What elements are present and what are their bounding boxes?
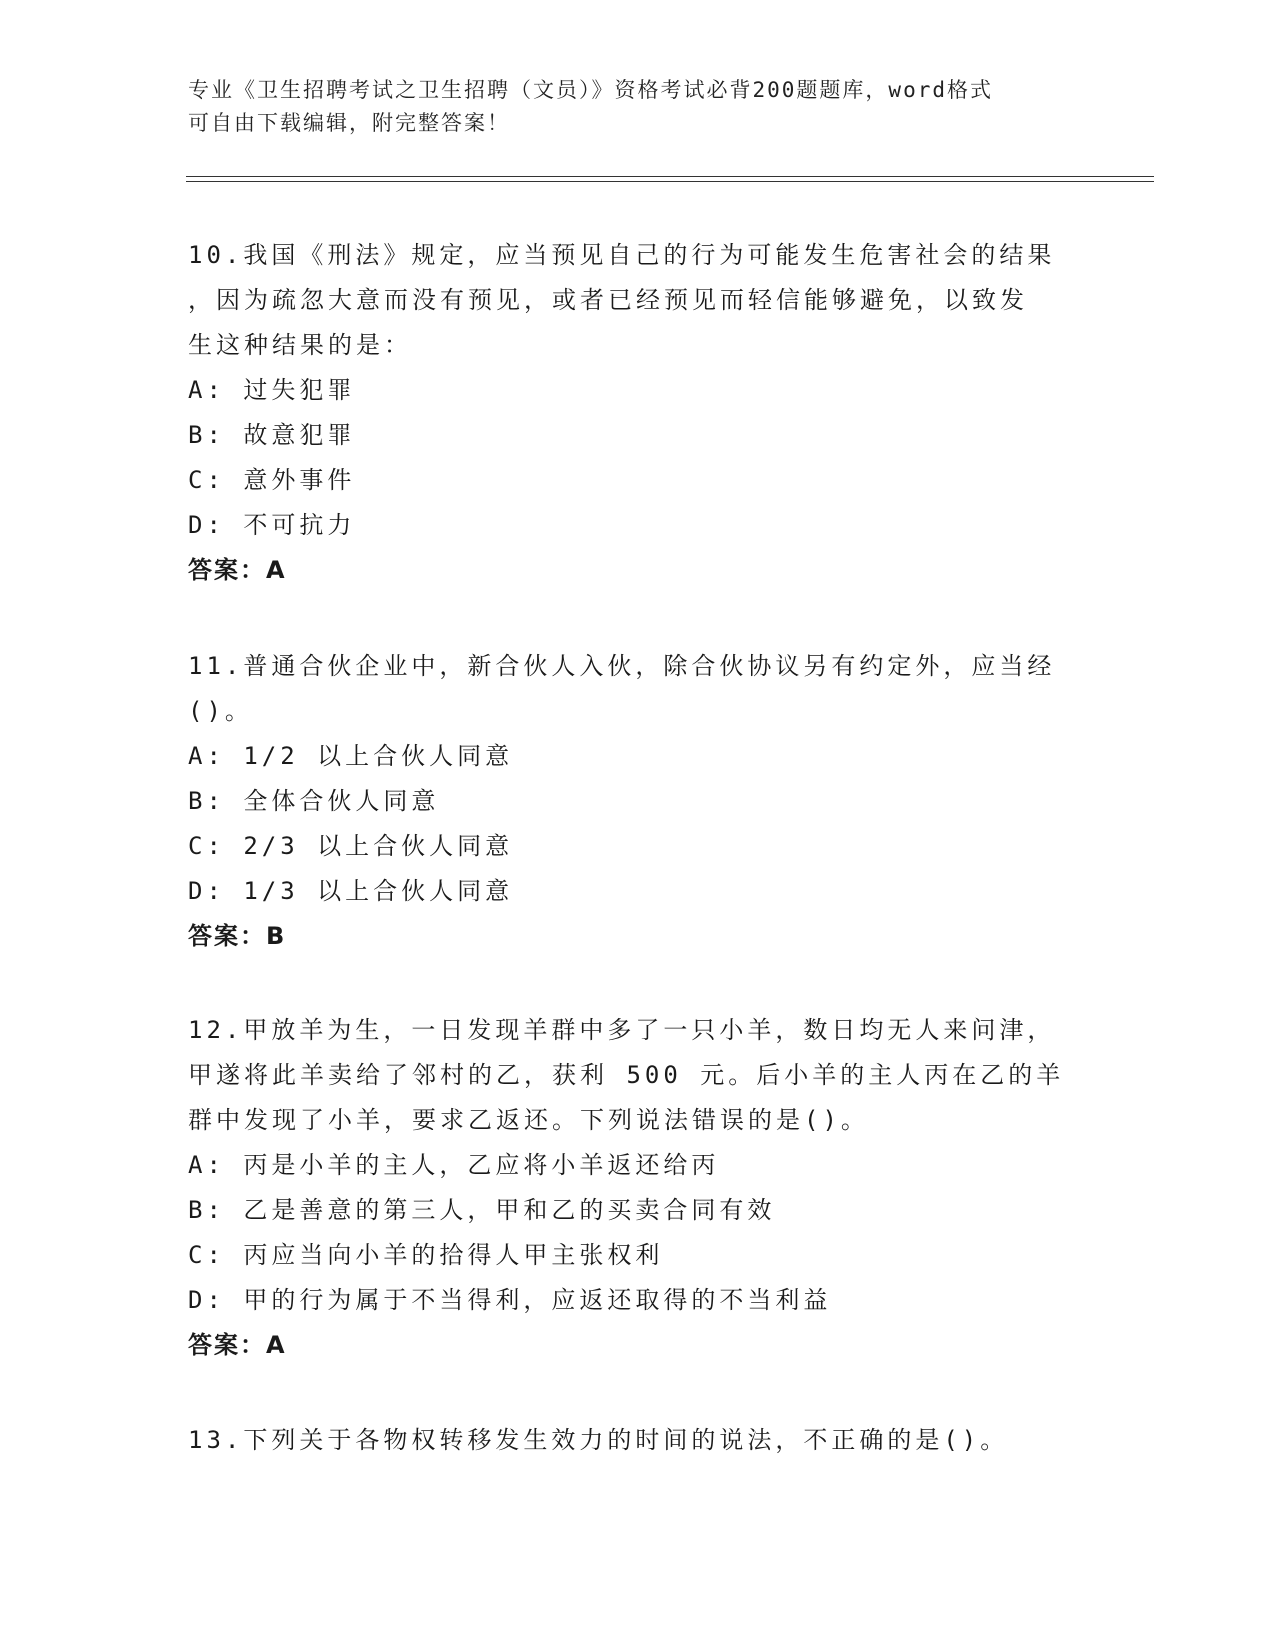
question-stem-line: 13.下列关于各物权转移发生效力的时间的说法，不正确的是()。: [188, 1426, 1009, 1454]
question-11: [188, 644, 1088, 959]
option-d: D: 甲的行为属于不当得利，应返还取得的不当利益: [188, 1286, 832, 1314]
option-c: C: 2/3 以上合伙人同意: [188, 832, 514, 860]
question-13: [188, 1418, 1088, 1463]
option-d: D: 不可抗力: [188, 511, 356, 539]
question-stem-line: ，因为疏忽大意而没有预见，或者已经预见而轻信能够避免，以致发: [188, 286, 1028, 314]
question-stem-line: 12.甲放羊为生，一日发现羊群中多了一只小羊，数日均无人来问津，: [188, 1016, 1056, 1044]
question-10: [188, 233, 1088, 593]
question-stem-line: 11.普通合伙企业中，新合伙人入伙，除合伙协议另有约定外，应当经: [188, 652, 1056, 680]
question-stem-line: 甲遂将此羊卖给了邻村的乙，获利 500 元。后小羊的主人丙在乙的羊: [188, 1061, 1065, 1089]
option-b: B: 乙是善意的第三人，甲和乙的买卖合同有效: [188, 1196, 776, 1224]
question-stem-line: ()。: [188, 697, 253, 725]
document-header: [188, 74, 1088, 140]
question-stem-line: 生这种结果的是：: [188, 331, 412, 359]
option-d: D: 1/3 以上合伙人同意: [188, 877, 514, 905]
question-12: [188, 1008, 1088, 1368]
header-line-1: 专业《卫生招聘考试之卫生招聘（文员）》资格考试必背200题题库，word格式: [188, 78, 993, 102]
answer-line: 答案：A: [188, 556, 287, 584]
option-a: A: 1/2 以上合伙人同意: [188, 742, 514, 770]
header-divider-bottom: [186, 181, 1154, 182]
option-b: B: 故意犯罪: [188, 421, 356, 449]
answer-line: 答案：B: [188, 922, 287, 950]
option-a: A: 过失犯罪: [188, 376, 356, 404]
question-stem-line: 10.我国《刑法》规定，应当预见自己的行为可能发生危害社会的结果: [188, 241, 1056, 269]
header-line-2: 可自由下载编辑，附完整答案！: [188, 111, 510, 135]
header-divider-top: [186, 176, 1154, 177]
option-a: A: 丙是小羊的主人，乙应将小羊返还给丙: [188, 1151, 720, 1179]
option-c: C: 意外事件: [188, 466, 356, 494]
question-stem-line: 群中发现了小羊，要求乙返还。下列说法错误的是()。: [188, 1106, 869, 1134]
answer-line: 答案：A: [188, 1331, 287, 1359]
option-c: C: 丙应当向小羊的拾得人甲主张权利: [188, 1241, 664, 1269]
option-b: B: 全体合伙人同意: [188, 787, 440, 815]
